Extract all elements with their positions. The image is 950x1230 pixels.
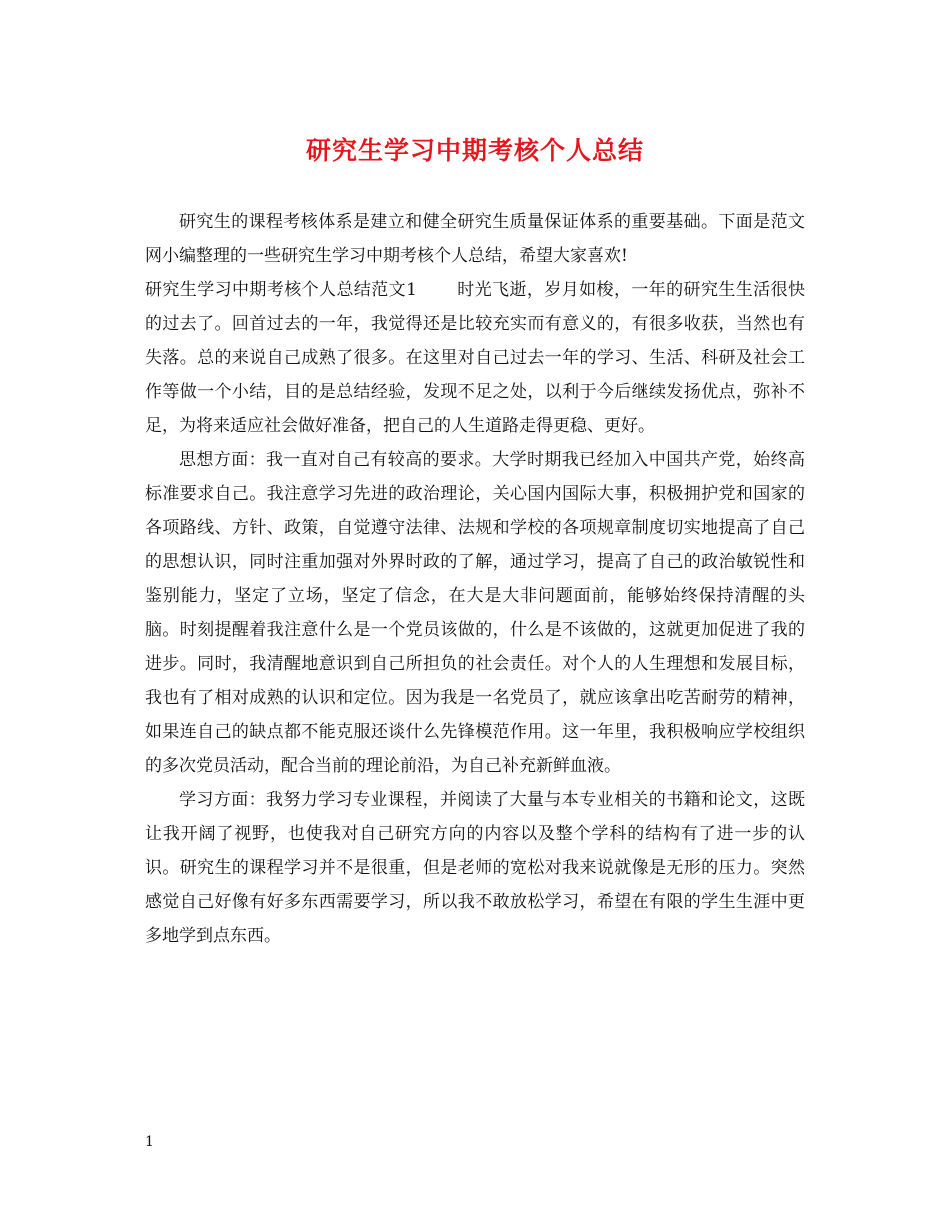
page-number: 1	[145, 1134, 154, 1150]
section-heading: 研究生学习中期考核个人总结范文1	[145, 280, 417, 300]
thought-paragraph: 思想方面：我一直对自己有较高的要求。大学时期我已经加入中国共产党，始终高标准要求自己。我注意学习先进的政治理论，关心国内国际大事，积极拥护党和国家的各项路线、方针、政策，自觉遵守法律、法规和学校的各项规章制度切实地提高了自己的思想认识，同时注重加强对外界时政的了解，通过学习，提高了自己的政治敏锐性和鉴别能力，坚定了立场，坚定了信念，在大是大非问题面前，能够始终保持清醒的头脑。时刻提醒着我注意什么是一个党员该做的，什么是不该做的，这就更加促进了我的进步。同时，我清醒地意识到自己所担负的社会责任。对个人的人生理想和发展目标，我也有了相对成熟的认识和定位。因为我是一名党员了，就应该拿出吃苦耐劳的精神，如果连自己的缺点都不能克服还谈什么先锋模范作用。这一年里，我积极响应学校组织的多次党员活动，配合当前的理论前沿，为自己补充新鲜血液。	[145, 450, 805, 776]
study-paragraph: 学习方面：我努力学习专业课程，并阅读了大量与本专业相关的书籍和论文，这既让我开阔了视野，也使我对自己研究方向的内容以及整个学科的结构有了进一步的认识。研究生的课程学习并不是很重，但是老师的宽松对我来说就像是无形的压力。突然感觉自己好像有好多东西需要学习，所以我不敢放松学习，希望在有限的学生生涯中更多地学到点东西。	[145, 790, 805, 946]
intro-paragraph: 研究生的课程考核体系是建立和健全研究生质量保证体系的重要基础。下面是范文网小编整理的一些研究生学习中期考核个人总结，希望大家喜欢!	[145, 212, 805, 266]
document-title: 研究生学习中期考核个人总结	[305, 136, 644, 165]
document-body	[145, 205, 805, 953]
section-intro-text: 时光飞逝，岁月如梭，一年的研究生生活很快的过去了。回首过去的一年，我觉得还是比较充实而有意义的，有很多收获，当然也有失落。总的来说自己成熟了很多。在这里对自己过去一年的学习、生活、科研及社会工作等做一个小结，目的是总结经验，发现不足之处，以利于今后继续发扬优点，弥补不足，为将来适应社会做好准备，把自己的人生道路走得更稳、更好。	[145, 280, 805, 436]
section-first-paragraph	[145, 273, 805, 443]
